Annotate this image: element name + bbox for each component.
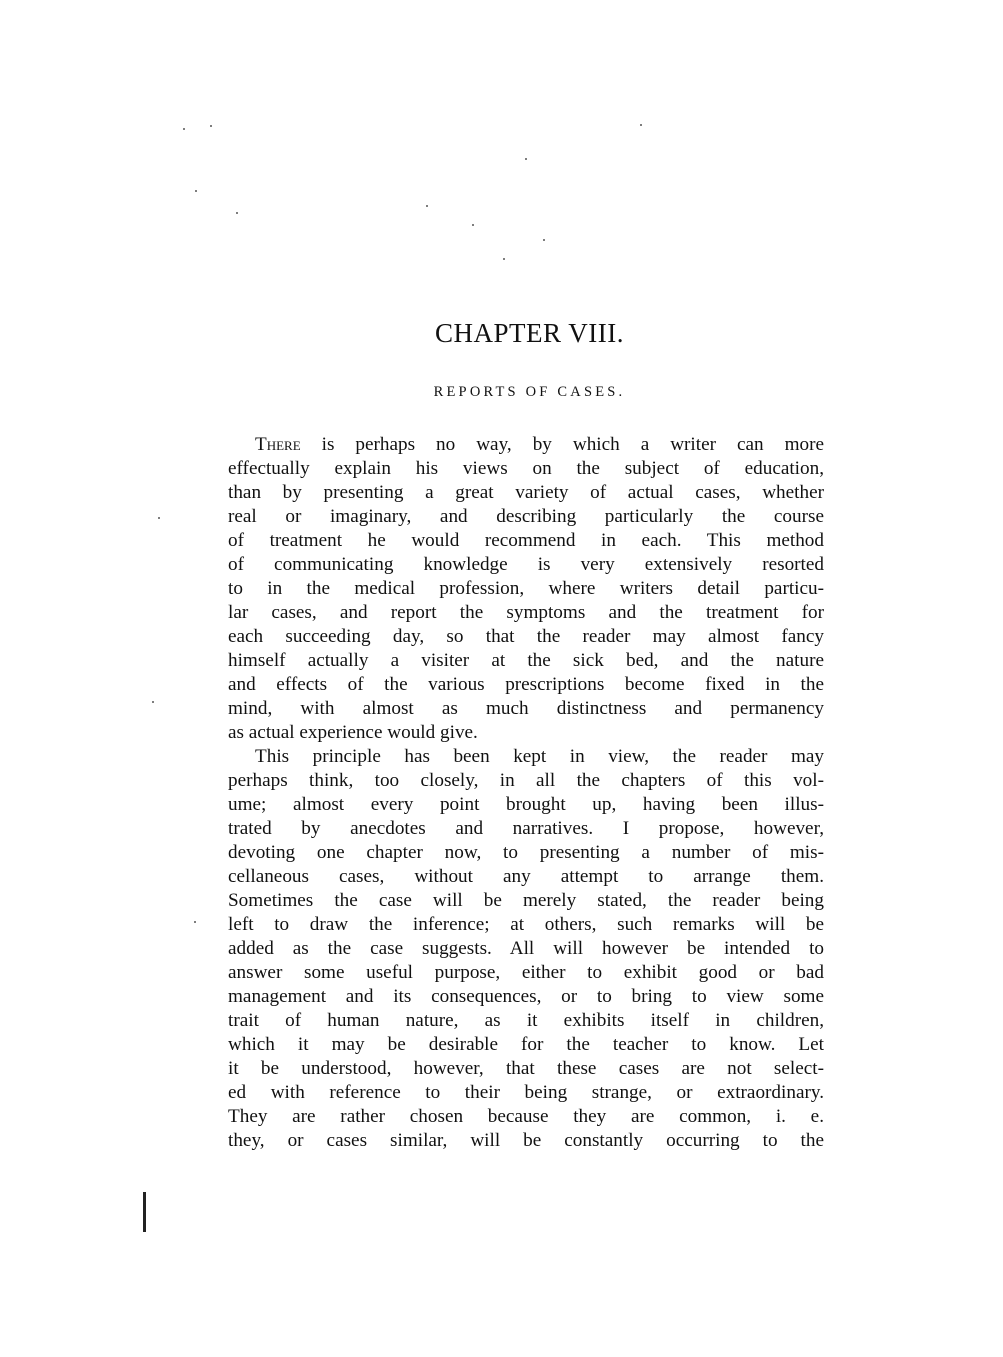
text-line: and effects of the various prescriptions become fixed in the <box>228 674 824 695</box>
text-line: than by presenting a great variety of actual cases, whether <box>228 482 824 503</box>
ink-speck <box>195 190 197 192</box>
text-line: real or imaginary, and describing particularly the course <box>228 506 824 527</box>
ink-speck <box>472 224 474 226</box>
binding-mark <box>143 1192 146 1232</box>
text-line: left to draw the inference; at others, such remarks will be <box>228 914 824 935</box>
ink-speck <box>158 517 160 519</box>
text-line: lar cases, and report the symptoms and the treatment for <box>228 602 824 623</box>
ink-speck <box>152 701 154 703</box>
text-line: This principle has been kept in view, the reader may <box>255 746 824 767</box>
ink-speck <box>210 125 212 127</box>
ink-speck <box>183 128 185 130</box>
text-line: ume; almost every point brought up, having been illus- <box>228 794 824 815</box>
text-line: to in the medical profession, where writers detail particu- <box>228 578 824 599</box>
text-line: ed with reference to their being strange, or extraordinary. <box>228 1082 824 1103</box>
ink-speck <box>194 921 196 923</box>
text-line: management and its consequences, or to bring to view some <box>228 986 824 1007</box>
section-title: REPORTS OF CASES. <box>433 384 626 400</box>
text-line: mind, with almost as much distinctness and permanency <box>228 698 824 719</box>
text-line: of communicating knowledge is very extensively resorted <box>228 554 824 575</box>
text-line: trated by anecdotes and narratives. I propose, however, <box>228 818 824 839</box>
text-line: There is perhaps no way, by which a writer can more <box>255 434 824 455</box>
text-line: they, or cases similar, will be constantly occurring to the <box>228 1130 824 1151</box>
text-line: effectually explain his views on the subject of education, <box>228 458 824 479</box>
text-line: Sometimes the case will be merely stated, the reader being <box>228 890 824 911</box>
text-line: which it may be desirable for the teacher to know. Let <box>228 1034 824 1055</box>
ink-speck <box>640 124 642 126</box>
text-line: cellaneous cases, without any attempt to arrange them. <box>228 866 824 887</box>
text-line: of treatment he would recommend in each. This method <box>228 530 824 551</box>
ink-speck <box>525 158 527 160</box>
body-text <box>228 433 824 1153</box>
chapter-title: CHAPTER VIII. <box>434 318 624 348</box>
first-word: There <box>255 434 301 455</box>
text-line: it be understood, however, that these cases are not select- <box>228 1058 824 1079</box>
text-line: answer some useful purpose, either to exhibit good or bad <box>228 962 824 983</box>
ink-speck <box>543 239 545 241</box>
text-line: each succeeding day, so that the reader may almost fancy <box>228 626 824 647</box>
text-line: They are rather chosen because they are common, i. e. <box>228 1106 824 1127</box>
text-line: as actual experience would give. <box>228 722 478 743</box>
text-line: perhaps think, too closely, in all the chapters of this vol- <box>228 770 824 791</box>
text-line: added as the case suggests. All will however be intended to <box>228 938 824 959</box>
ink-speck <box>503 258 505 260</box>
text-line: himself actually a visiter at the sick bed, and the nature <box>228 650 824 671</box>
text-line: devoting one chapter now, to presenting a number of mis- <box>228 842 824 863</box>
ink-speck <box>426 205 428 207</box>
text-line: trait of human nature, as it exhibits itself in children, <box>228 1010 824 1031</box>
ink-speck <box>236 212 238 214</box>
